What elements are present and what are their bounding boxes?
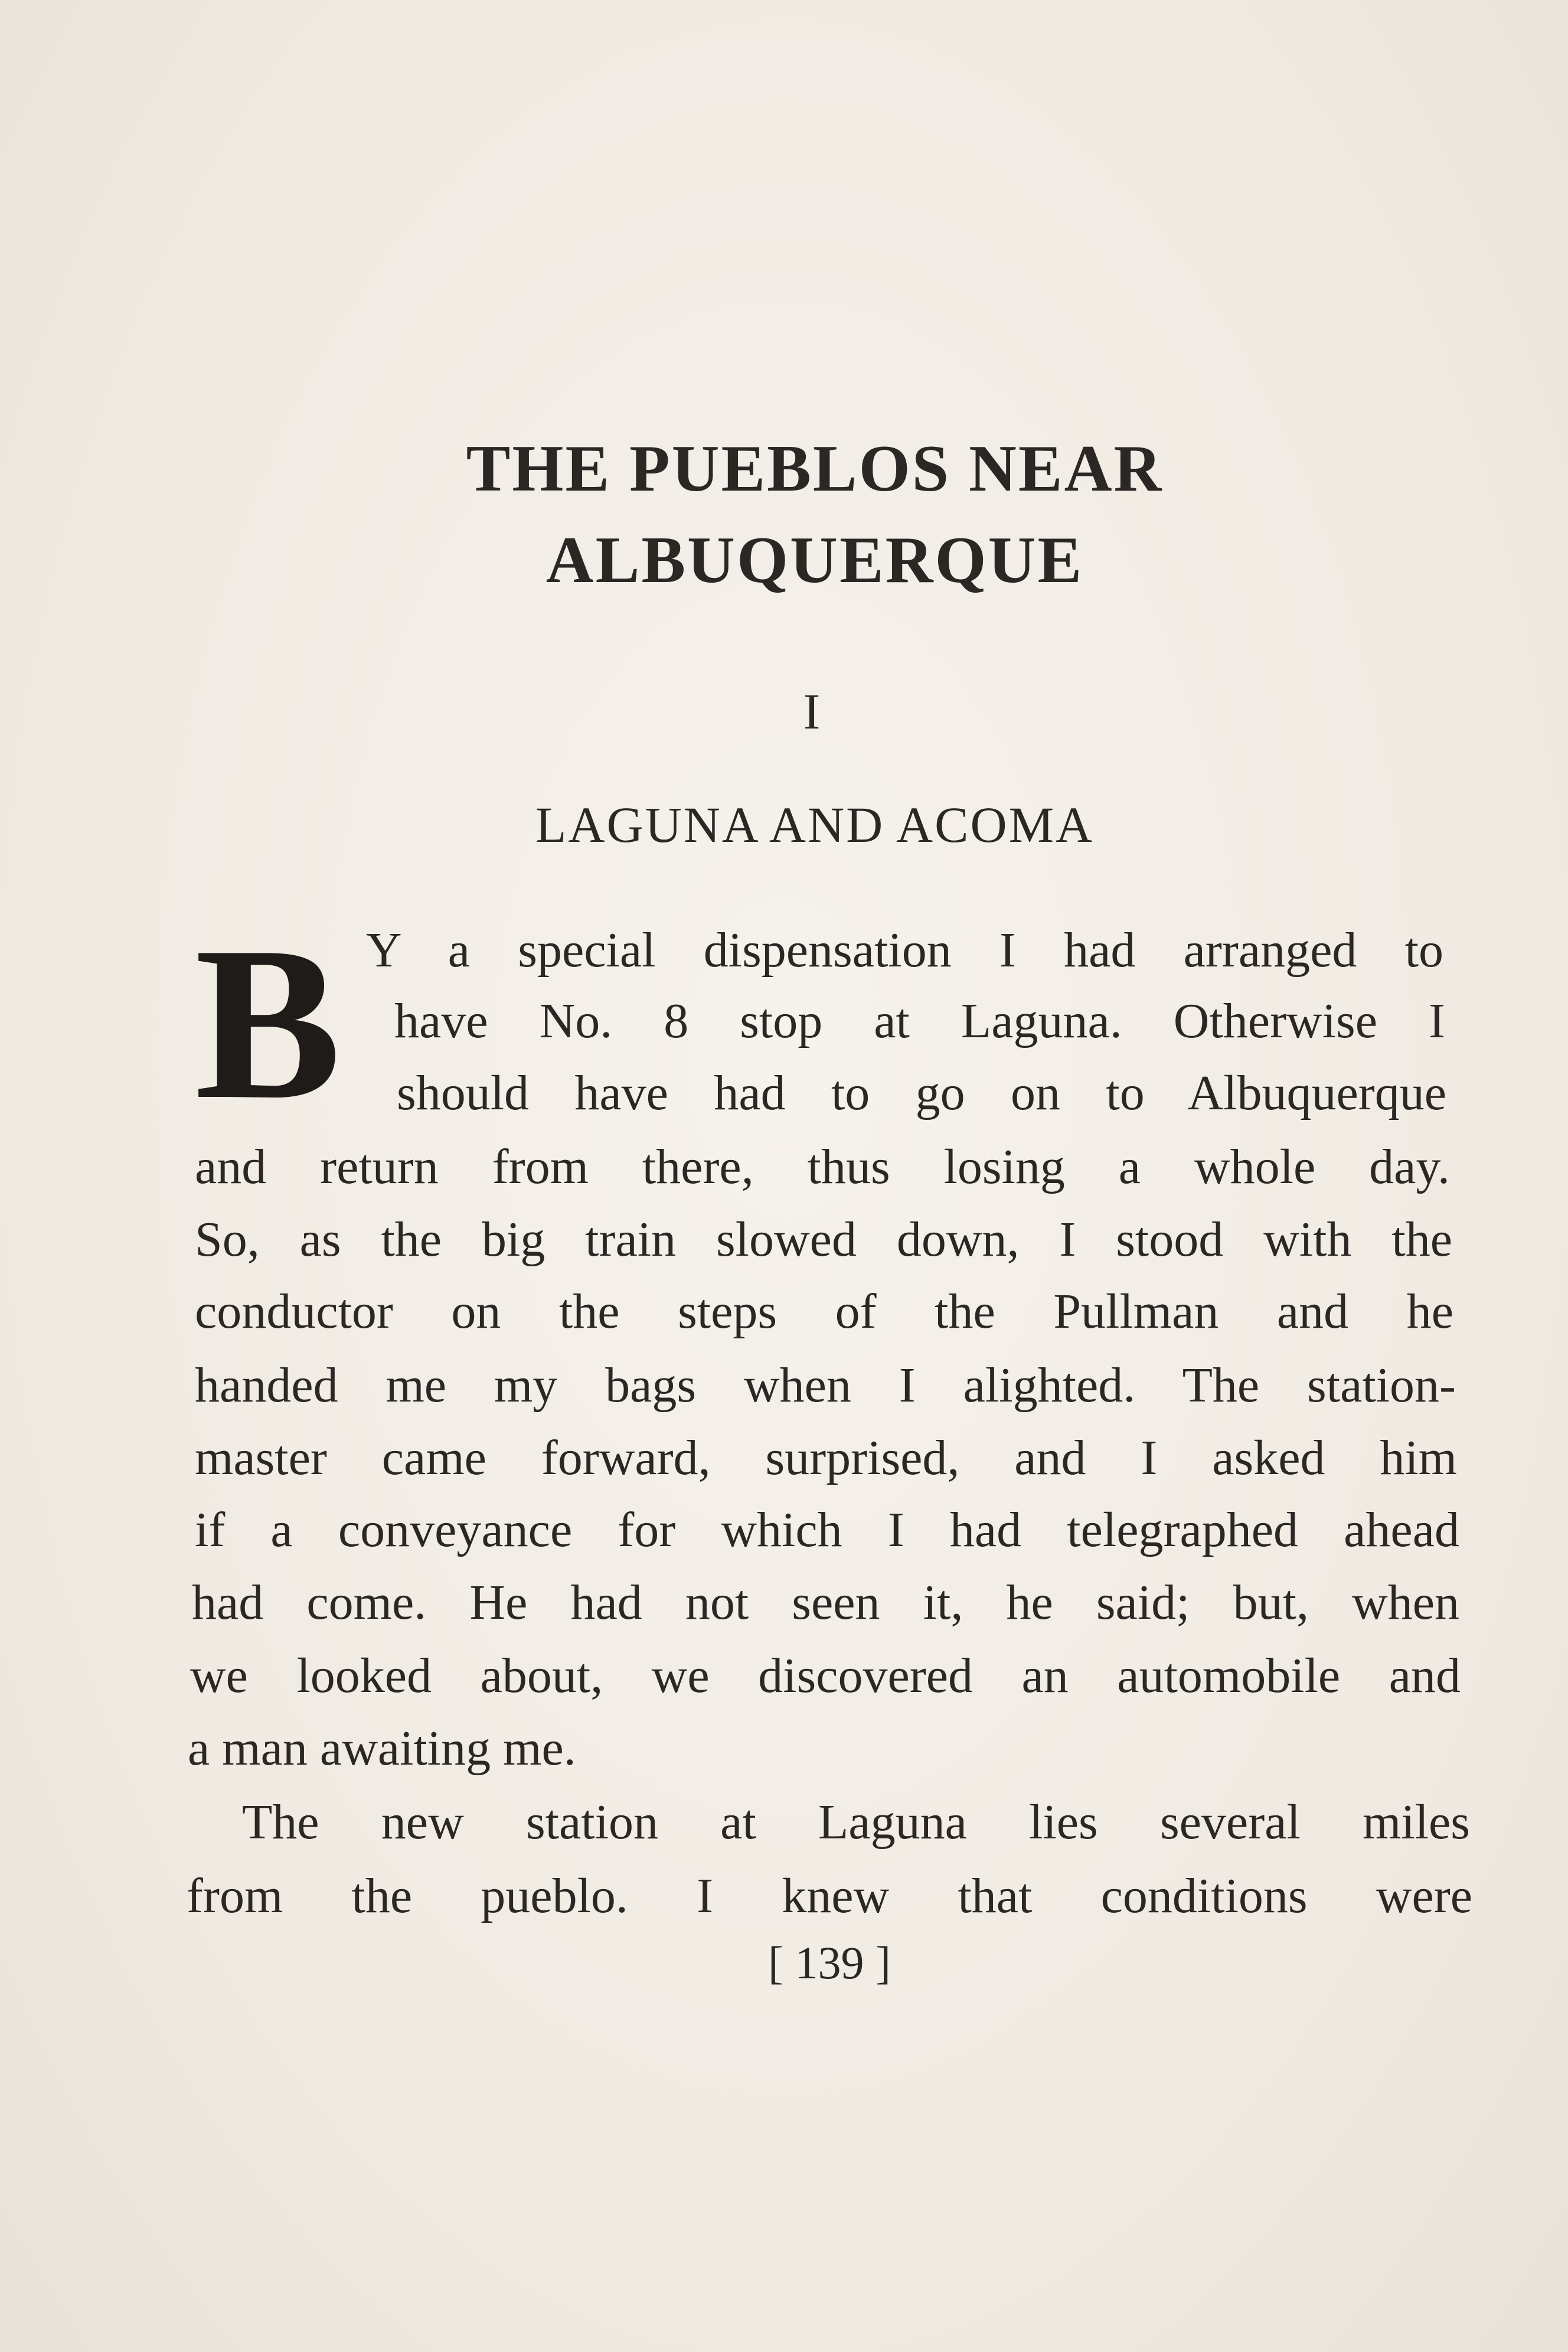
section-title: LAGUNA AND ACOMA	[535, 796, 1095, 853]
section-number: I	[803, 683, 821, 740]
page-number: [ 139 ]	[768, 1937, 891, 1988]
body-text-line: handed me my bags when I alighted. The station-	[195, 1358, 1456, 1413]
body-text-line: The new station at Laguna lies several miles	[242, 1795, 1470, 1850]
body-text-line: So, as the big train slowed down, I stood with the	[195, 1212, 1452, 1267]
body-text-line: master came forward, surprised, and I asked him	[195, 1430, 1457, 1485]
body-text-line: and return from there, thus losing a whole day.	[195, 1139, 1450, 1194]
body-text-line: had come. He had not seen it, he said; but, when	[192, 1575, 1459, 1630]
body-text-line: if a conveyance for which I had telegraphed ahead	[195, 1502, 1459, 1557]
body-text-line: have No. 8 stop at Laguna. Otherwise I	[394, 994, 1445, 1048]
body-text-line: Y a special dispensation I had arranged to	[366, 923, 1443, 978]
body-text-line: conductor on the steps of the Pullman and he	[195, 1284, 1453, 1339]
body-text-line: from the pueblo. I knew that conditions were	[187, 1868, 1472, 1923]
body-text-line: we looked about, we discovered an automobile and	[190, 1648, 1461, 1703]
body-text-line: a man awaiting me.	[188, 1721, 576, 1776]
chapter-heading-line-1: THE PUEBLOS NEAR	[466, 432, 1164, 505]
chapter-heading-line-2: ALBUQUERQUE	[545, 524, 1084, 597]
drop-cap-letter: B	[195, 902, 342, 1145]
body-text-line: should have had to go on to Albuquerque	[397, 1066, 1446, 1121]
